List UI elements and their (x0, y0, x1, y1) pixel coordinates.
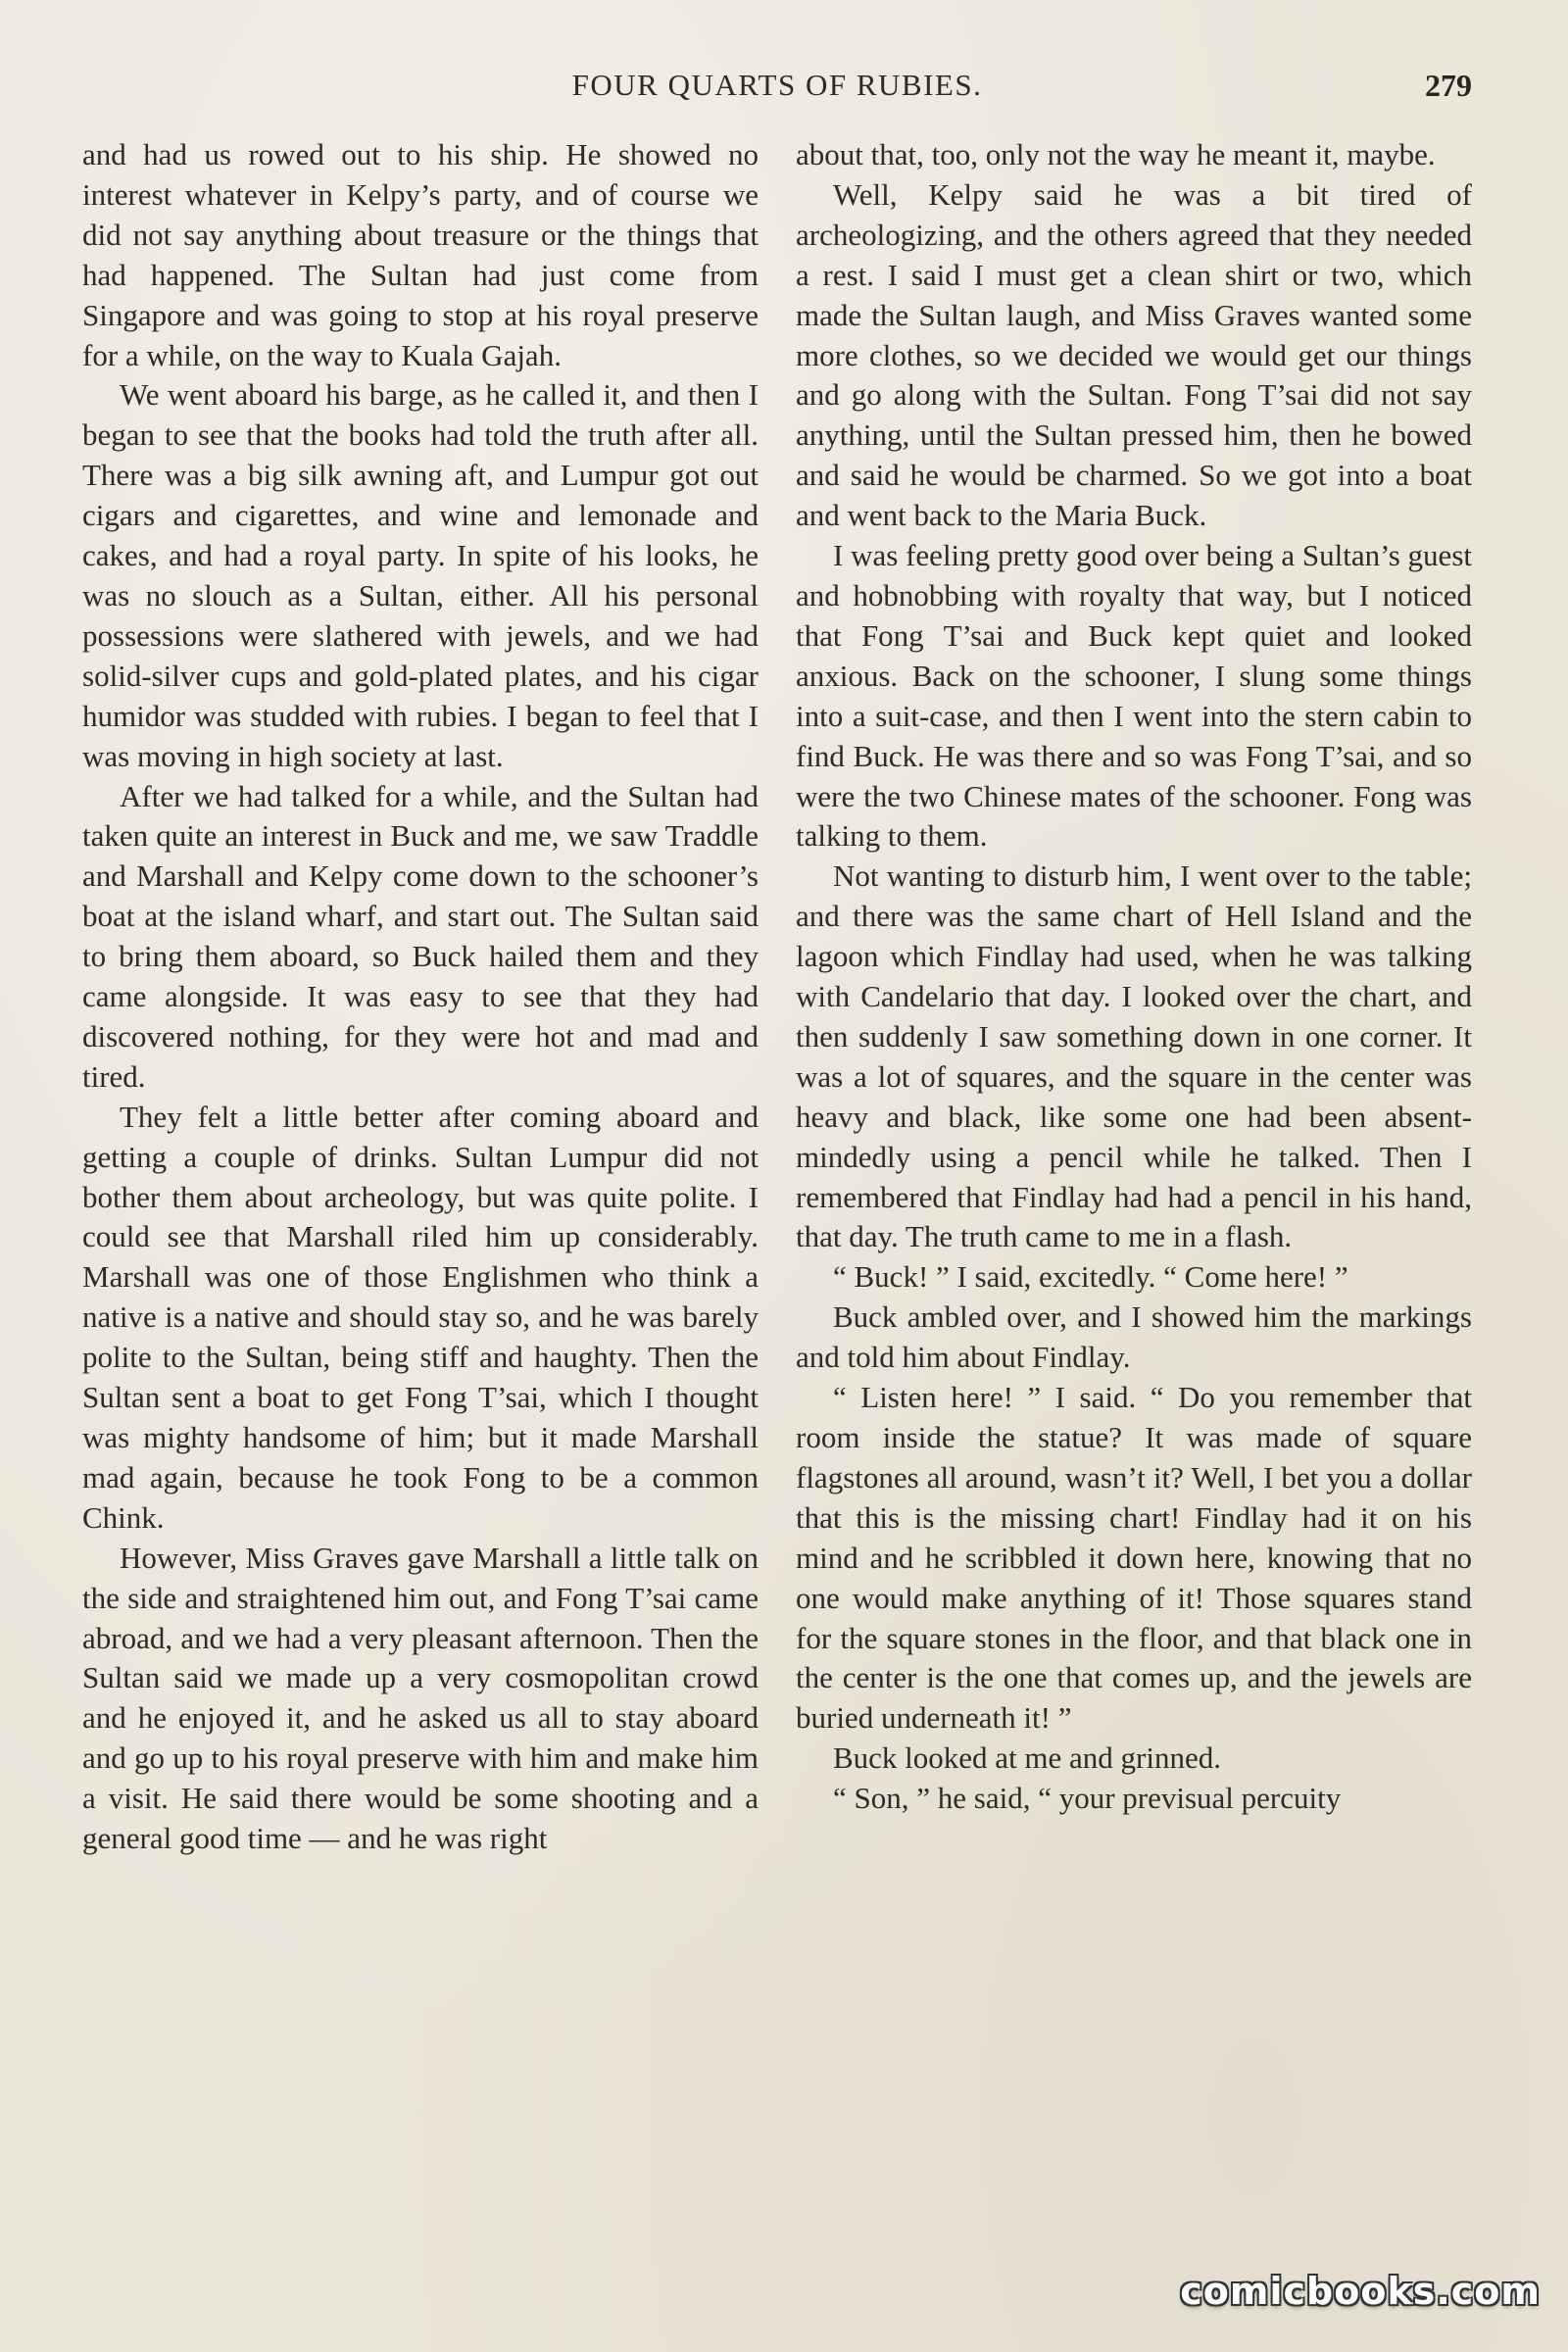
paragraph: We went aboard his barge, as he called it, and then I began to see that the books had told the truth after all. There was a big silk awning aft, and Lumpur got out cigars and cigarettes, and wine and lemonade and cakes, and had a royal party. In spite of his looks, he was no slouch as a Sultan, either. All his personal possessions were slathered with jewels, and we had solid-silver cups and gold-plated plates, and his cigar humidor was studded with rubies. I began to feel that I was moving in high society at last. (82, 377, 759, 773)
paragraph: Well, Kelpy said he was a bit tired of archeologizing, and the others agreed that they needed a rest. I said I must get a clean shirt or two, which made the Sultan laugh, and Miss Graves wanted some more clothes, so we decided we would get our things and go along with the Sultan. Fong T’sai did not say anything, until the Sultan pressed him, then he bowed and said he would be charmed. So we got into a boat and went back to the Maria Buck. (796, 176, 1472, 533)
left-column (82, 135, 759, 2272)
paragraph: about that, too, only not the way he meant it, maybe. (796, 137, 1436, 172)
paragraph: After we had talked for a while, and the Sultan had taken quite an interest in Buck and me, we saw Traddle and Marshall and Kelpy come down to the schooner’s boat at the island wharf, and start out. The Sultan said to bring them aboard, so Buck hailed them and they came alongside. It was easy to see that they had discovered nothing, for they were hot and mad and tired. (82, 778, 759, 1094)
watermark: comicbooks.com (1180, 2270, 1541, 2313)
text-columns (82, 135, 1472, 2272)
paragraph: “ Listen here! ” I said. “ Do you remember that room inside the statue? It was made of square flagstones all around, wasn’t it? Well, I bet you a dollar that this is the missing chart! Findlay had it on his mind and he scribbled it down here, knowing that no one would make anything of it! Those squares stand for the square stones in the floor, and that black one in the center is the one that comes up, and the jewels are buried underneath it! ” (796, 1380, 1472, 1736)
paragraph: They felt a little better after coming aboard and getting a couple of drinks. Sultan Lumpur did not bother them about archeology, but was quite polite. I could see that Marshall riled him up considerably. Marshall was one of those Englishmen who think a native is a native and should stay so, and he was barely polite to the Sultan, being stiff and haughty. Then the Sultan sent a boat to get Fong T’sai, which I thought was mighty handsome of him; but it made Marshall mad again, because he took Fong to be a common Chink. (82, 1099, 759, 1535)
paragraph: and had us rowed out to his ship. He showed no interest whatever in Kelpy’s party, and of course we did not say anything about treasure or the things that had happened. The Sultan had just come from Singapore and was going to stop at his royal preserve for a while, on the way to Kuala Gajah. (82, 137, 759, 372)
paragraph: “ Buck! ” I said, excitedly. “ Come here! ” (833, 1259, 1348, 1295)
paragraph: I was feeling pretty good over being a Sultan’s guest and hobnobbing with royalty that way, but I noticed that Fong T’sai and Buck kept quiet and looked anxious. Back on the schooner, I slung some things into a suit-case, and then I went into the stern cabin to find Buck. He was there and so was Fong T’sai, and so were the two Chinese mates of the schooner. Fong was talking to them. (796, 538, 1472, 854)
paragraph: Buck ambled over, and I showed him the markings and told him about Findlay. (796, 1299, 1472, 1375)
paragraph: “ Son, ” he said, “ your previsual percuity (833, 1781, 1342, 1816)
paragraph: Buck looked at me and grinned. (833, 1740, 1222, 1776)
page-header (82, 61, 1472, 110)
running-title: FOUR QUARTS OF RUBIES. (571, 68, 983, 102)
page-number: 279 (1425, 68, 1472, 103)
paragraph: However, Miss Graves gave Marshall a little talk on the side and straightened him out, and Fong T’sai came abroad, and we had a very pleasant afternoon. Then the Sultan said we made up a very cosmopolitan crowd and he enjoyed it, and he asked us all to stay aboard and go up to his royal preserve with him and make him a visit. He said there would be some shooting and a general good time — and he was right (82, 1540, 759, 1856)
right-column (796, 135, 1472, 2272)
paragraph: Not wanting to disturb him, I went over to the table; and there was the same chart of Hell Island and the lagoon which Findlay had used, when he was talking with Candelario that day. I looked over the chart, and then suddenly I saw something down in one corner. It was a lot of squares, and the square in the center was heavy and black, like some one had been absent-mindedly using a pencil while he talked. Then I remembered that Findlay had had a pencil in his hand, that day. The truth came to me in a flash. (796, 858, 1472, 1254)
